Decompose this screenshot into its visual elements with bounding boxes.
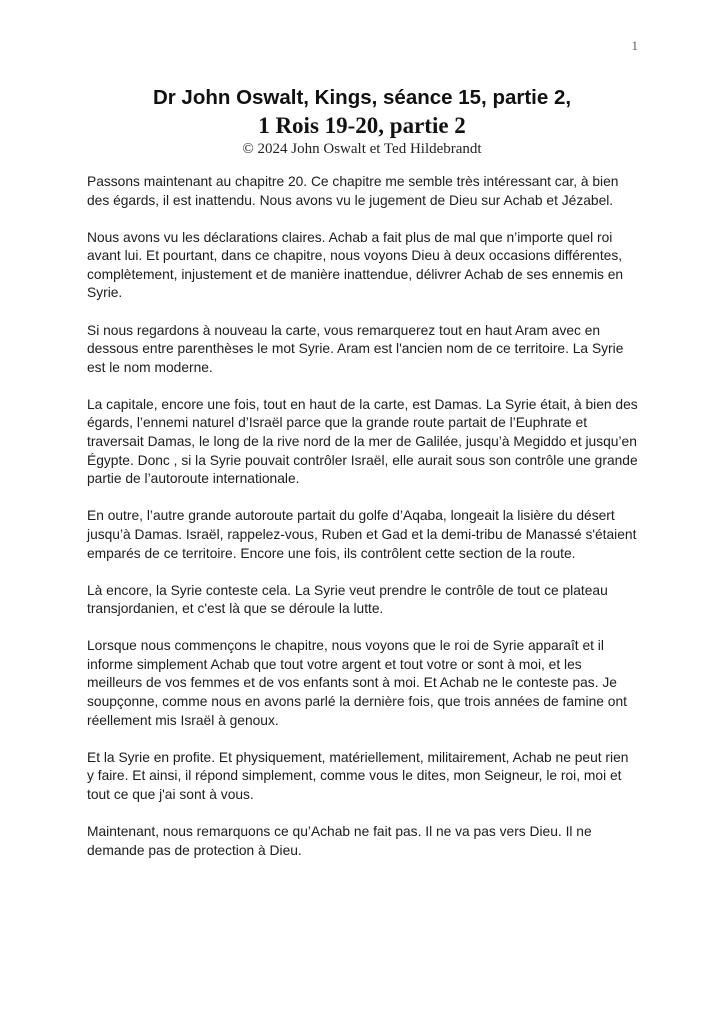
document-title: Dr John Oswalt, Kings, séance 15, partie 2, — [152, 86, 572, 109]
paragraph-8: Et la Syrie en profite. Et physiquement, matériellement, militairement, Achab ne peut rien y faire. Et ainsi, il répond simplement, comme vous le dites, mon Seigneur, le roi, moi et tout ce que j'ai sont à vous. — [87, 749, 629, 802]
title-block — [0, 0, 724, 159]
paragraph-5: En outre, l’autre grande autoroute partait du golfe d’Aqaba, longeait la lisière du désert jusqu’à Damas. Israël, rappelez-vous, Ruben et Gad et la demi-tribu de Manassé s'étaient emparés de ce territoire. Encore une fois, ils contrôlent cette section de la route. — [87, 508, 637, 561]
paragraph-7: Lorsque nous commençons le chapitre, nous voyons que le roi de Syrie apparaît et il informe simplement Achab que tout votre argent et tout votre or sont à moi, et les meilleurs de vos femmes et de vos enfants sont à moi. Et Achab ne le conteste pas. Je soupçonne, comme nous en avons parlé la dernière fois, que trois années de famine ont réellement mis Israël à genoux. — [87, 638, 627, 728]
paragraph-3: Si nous regardons à nouveau la carte, vous remarquerez tout en haut Aram avec en dessous entre parenthèses le mot Syrie. Aram est l'ancien nom de ce territoire. La Syrie est le nom moderne. — [87, 322, 624, 375]
paragraph-4: La capitale, encore une fois, tout en haut de la carte, est Damas. La Syrie était, à bien des égards, l’ennemi naturel d’Israël parce que la grande route partait de l’Euphrate et traversait Damas, le long de la rive nord de la mer de Galilée, jusqu’à Megiddo et jusqu’en Égypte. Donc , si la Syrie pouvait contrôler Israël, elle aurait sous son contrôle une grande partie de l’autoroute internationale. — [87, 396, 638, 487]
paragraph-2: Nous avons vu les déclarations claires. Achab a fait plus de mal que n’importe quel roi avant lui. Et pourtant, dans ce chapitre, nous voyons Dieu à deux occasions différentes, complètement, injustement et de manière inattendue, délivrer Achab de ses ennemis en Syrie. — [87, 229, 624, 301]
paragraph-1: Passons maintenant au chapitre 20. Ce chapitre me semble très intéressant car, à bien des égards, il est inattendu. Nous avons vu le jugement de Dieu sur Achab et Jézabel. — [87, 174, 619, 208]
document-body — [87, 173, 639, 860]
paragraph-9: Maintenant, nous remarquons ce qu’Achab ne fait pas. Il ne va pas vers Dieu. Il ne demande pas de protection à Dieu. — [87, 824, 592, 858]
copyright-line: © 2024 John Oswalt et Ted Hildebrandt — [242, 141, 482, 157]
page-number: 1 — [631, 38, 638, 53]
paragraph-6: Là encore, la Syrie conteste cela. La Syrie veut prendre le contrôle de tout ce plateau transjordanien, et c'est là que se déroule la lutte. — [87, 582, 608, 617]
document-subtitle: 1 Rois 19-20, partie 2 — [258, 113, 466, 138]
